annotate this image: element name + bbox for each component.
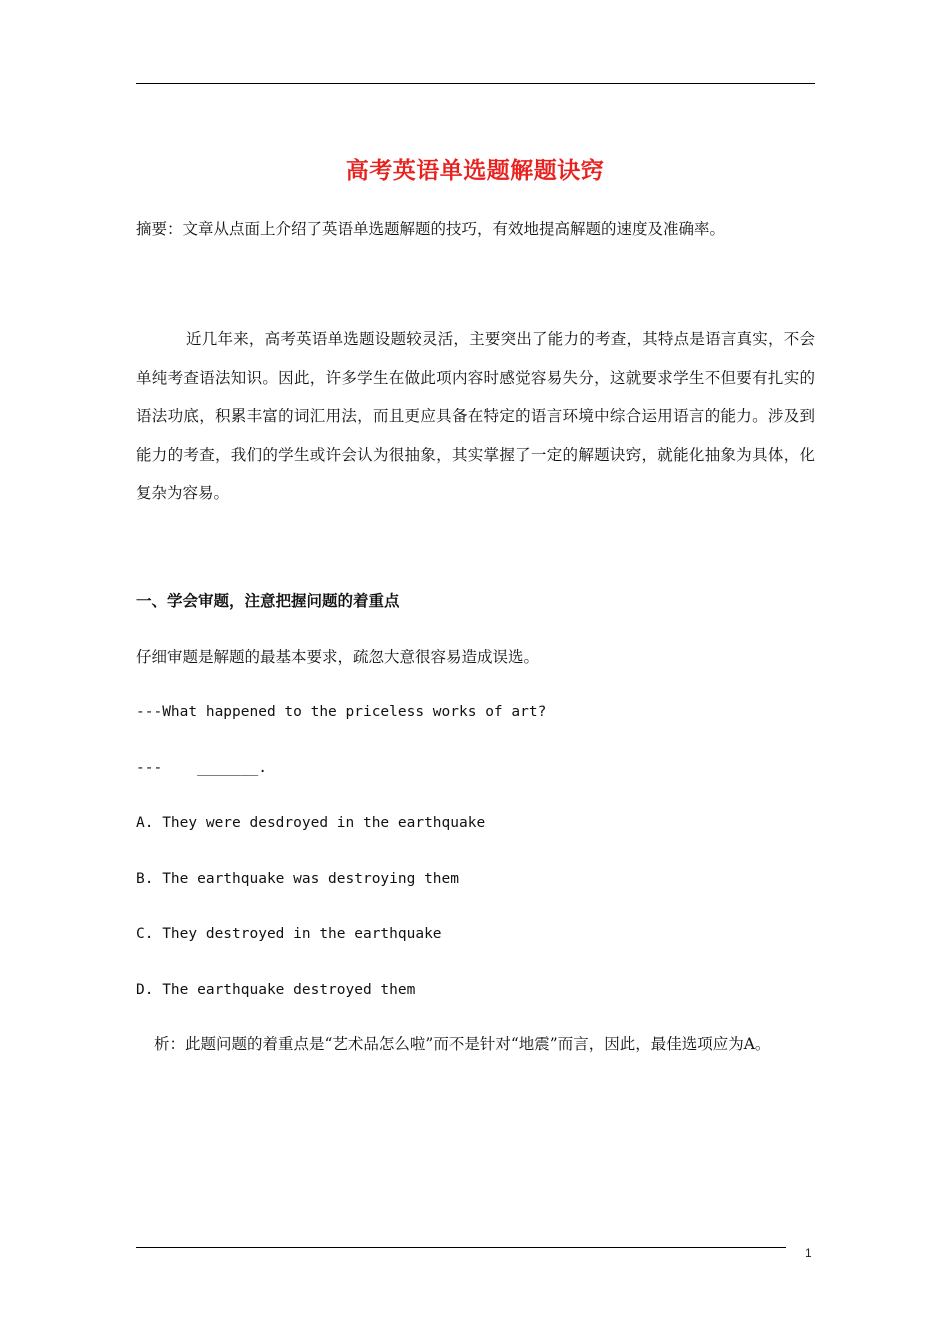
document-title: 高考英语单选题解题诀窍 — [345, 157, 605, 184]
abstract: 摘要：文章从点面上介绍了英语单选题解题的技巧，有效地提高解题的速度及准确率。 — [136, 220, 726, 238]
section-lead: 仔细审题是解题的最基本要求，疏忽大意很容易造成误选。 — [136, 648, 540, 666]
section-heading: 一、学会审题，注意把握问题的着重点 — [136, 591, 400, 610]
question-text: ---What happened to the priceless works of art? — [136, 704, 547, 720]
option-d: D. The earthquake destroyed them — [136, 982, 416, 998]
page-number: 1 — [805, 1246, 812, 1260]
header-rule — [136, 83, 815, 84]
option-b: B. The earthquake was destroying them — [136, 871, 460, 887]
option-c: C. They destroyed in the earthquake — [136, 926, 442, 942]
answer-blank: --- _______. — [136, 760, 267, 776]
footer-rule — [136, 1247, 786, 1248]
intro-paragraph: 近几年来，高考英语单选题设题较灵活，主要突出了能力的考查，其特点是语言真实，不会单纯考查语法知识。因此，许多学生在做此项内容时感觉容易失分，这就要求学生不但要有扎实的语法功底，积累丰富的词汇用法，而且更应具备在特定的语言环境中综合运用语言的能力。涉及到能力的考查，我们的学生或许会认为很抽象，其实掌握了一定的解题诀窍，就能化抽象为具体，化复杂为容易。 — [136, 330, 815, 502]
option-a: A. They were desdroyed in the earthquake — [136, 815, 486, 831]
analysis-paragraph: 析：此题问题的着重点是“艺术品怎么啦”而不是针对“地震”而言，因此，最佳选项应为A。 — [154, 1035, 771, 1053]
